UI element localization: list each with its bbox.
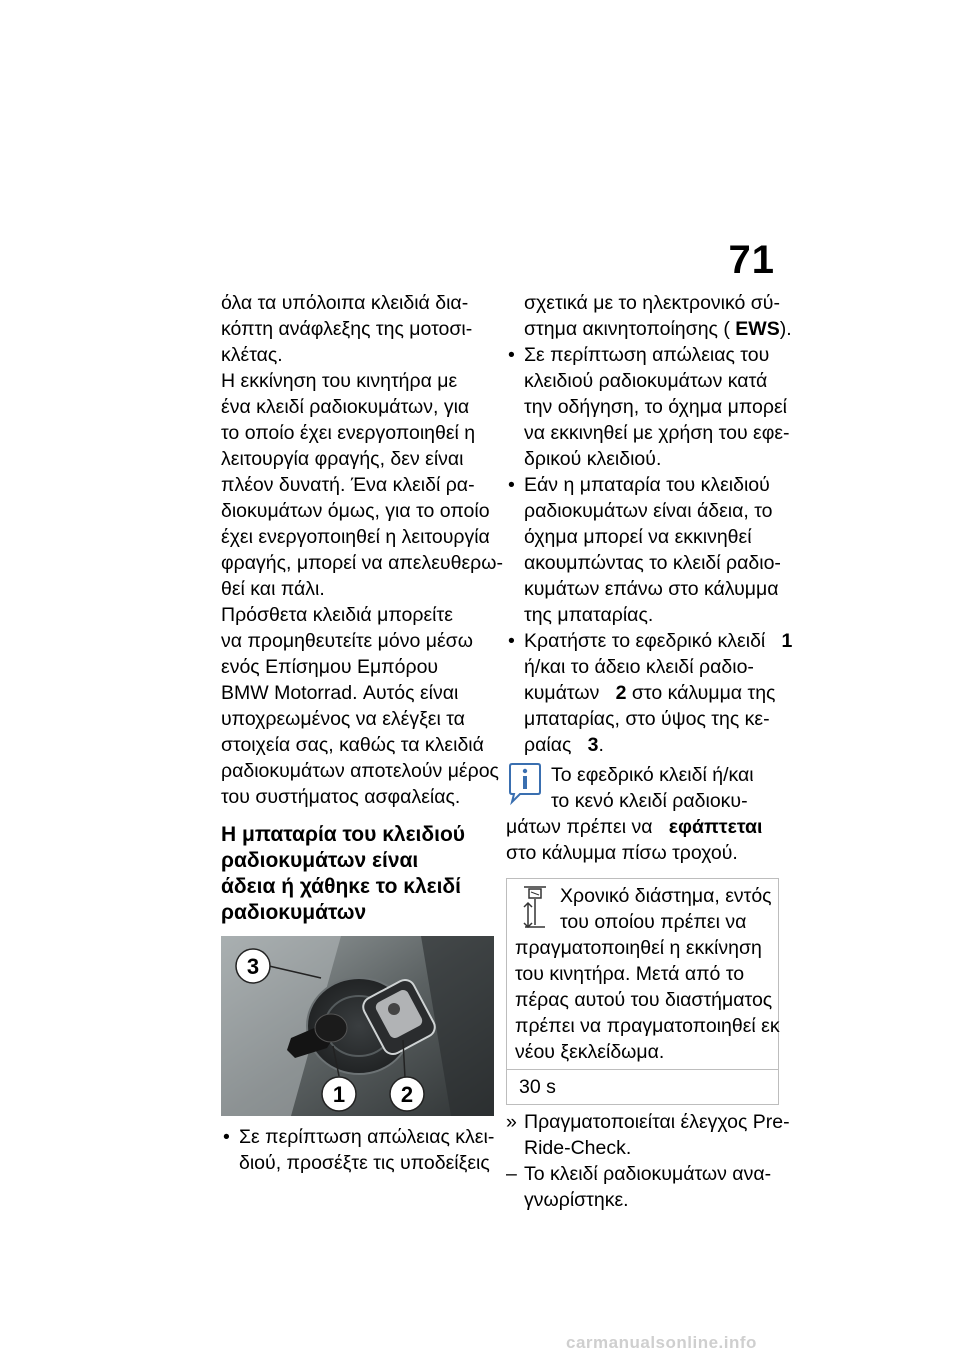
text-line: θεί και πάλι. [221, 578, 325, 600]
text-line: υποχρεωμένος να ελέγξει τα [221, 708, 465, 730]
text-line: ενός Επίσημου Εμπόρου [221, 656, 439, 678]
info-icon [506, 762, 544, 806]
bullet-lost-while-riding [506, 342, 790, 472]
text-line: κυμάτων 2 στο κάλυμμα της [524, 682, 776, 704]
text-line: Πραγματοποιείται έλεγχος Pre- [524, 1111, 790, 1133]
text-line: του οποίου πρέπει να [560, 911, 747, 933]
text-line: κλέτας. [221, 344, 283, 366]
text-line: πρέπει να πραγματοποιηθεί εκ [515, 1015, 780, 1037]
text-line: κλειδιού ραδιοκυμάτων κατά [524, 370, 768, 392]
text-line: έχει ενεργοποιηθεί η λειτουργία [221, 526, 490, 548]
svg-text:2: 2 [400, 1082, 414, 1107]
text-line: νέου ξεκλείδωμα. [515, 1041, 665, 1063]
text-line: διού, προσέξτε τις υποδείξεις [239, 1152, 490, 1174]
callout-1 [322, 1077, 356, 1111]
paragraph-engine-start [221, 368, 503, 602]
info-note [506, 762, 782, 866]
text-line: ή/και το άδειο κλειδί ραδιο- [524, 656, 754, 678]
text-line: του κινητήρα. Μετά από το [515, 963, 745, 985]
bullet-lost-key [221, 1124, 497, 1176]
text-line: ραίας 3. [524, 734, 604, 756]
text-line: Χρονικό διάστημα, εντός [560, 885, 772, 907]
text-line: ραδιοκυμάτων είναι άδεια, το [524, 500, 773, 522]
text-line: μπαταρίας, στο ύψος της κε- [524, 708, 770, 730]
text-line: πέρας αυτού του διαστήματος [515, 989, 773, 1011]
text-line: όχημα μπορεί να εκκινηθεί [524, 526, 752, 548]
callout-3 [236, 949, 270, 983]
text-line: να προμηθευτείτε μόνο μέσω [221, 630, 473, 652]
text-line: όλα τα υπόλοιπα κλειδιά δια- [221, 292, 469, 314]
text-line: μάτων πρέπει να εφάπτεται [506, 816, 763, 838]
text-line: λειτουργία φραγής, δεν είναι [221, 448, 464, 470]
heading-line: άδεια ή χάθηκε το κλειδί [221, 875, 461, 898]
text-line: το οποίο έχει ενεργοποιηθεί η [221, 422, 476, 444]
bullet-continuation [506, 290, 792, 342]
text-line: της μπαταρίας. [524, 604, 654, 626]
text-line: ένα κλειδί ραδιοκυμάτων, για [221, 396, 470, 418]
heading-line: ραδιοκυμάτων [221, 901, 367, 924]
result-marker: » [506, 1111, 517, 1133]
text-line: διοκυμάτων όμως, για το οποίο [221, 500, 490, 522]
text-line: πλέον δυνατή. Ένα κλειδί ρα- [221, 474, 475, 496]
paragraph-additional-keys [221, 602, 497, 810]
text-line: BMW Motorrad. Αυτός είναι [221, 682, 459, 704]
outcome-marker: – [506, 1163, 517, 1185]
stopwatch-icon [520, 883, 550, 933]
time-interval-value: 30 s [507, 1069, 778, 1104]
text-line: σχετικά με το ηλεκτρονικό σύ- [524, 292, 780, 314]
heading-line: Η μπαταρία του κλειδιού [221, 823, 466, 846]
key-on-battery-cover-photo [221, 936, 494, 1116]
svg-text:3: 3 [246, 954, 260, 979]
text-line: Το κλειδί ραδιοκυμάτων ανα- [524, 1163, 772, 1185]
text-line: την οδήγηση, το όχημα μπορεί [524, 396, 787, 418]
bullet-battery-empty [506, 472, 782, 628]
right-column [506, 290, 793, 1213]
ews-label: EWS [735, 318, 780, 340]
text-line: να εκκινηθεί με χρήση του εφε- [524, 422, 790, 444]
section-heading [221, 822, 497, 926]
text-line: γνωρίστηκε. [524, 1189, 629, 1211]
text-line: δρικού κλειδιού. [524, 448, 662, 470]
text-line: πραγματοποιηθεί η εκκίνηση [515, 937, 762, 959]
emphasis-text: εφάπτεται [668, 816, 763, 838]
text-line: το κενό κλειδί ραδιοκυ- [551, 790, 748, 812]
svg-text:1: 1 [332, 1082, 346, 1107]
text-line: Η εκκίνηση του κινητήρα με [221, 370, 458, 392]
text-line: • Εάν η μπαταρία του κλειδιού [524, 474, 770, 496]
callout-2 [390, 1077, 424, 1111]
text-line: του συστήματος ασφαλείας. [221, 786, 461, 808]
time-interval-description [507, 879, 778, 1069]
text-line: κόπτη ανάφλεξης της μοτοσι- [221, 318, 473, 340]
bullet-hold-key [506, 628, 793, 758]
text-line: στημα ακινητοποίησης ( EWS). [524, 318, 792, 340]
text-line: • Κρατήστε το εφεδρικό κλειδί 1 [524, 630, 793, 652]
page-number: 71 [728, 238, 775, 282]
left-column [221, 290, 503, 1176]
text-line: στο κάλυμμα πίσω τροχού. [506, 842, 738, 864]
text-line: Πρόσθετα κλειδιά μπορείτε [221, 604, 453, 626]
text-line: κυμάτων επάνω στο κάλυμμα [524, 578, 779, 600]
text-line: • Σε περίπτωση απώλειας κλει- [239, 1126, 495, 1148]
text-line: ακουμπώντας το κλειδί ραδιο- [524, 552, 781, 574]
text-line: στοιχεία σας, καθώς τα κλειδιά [221, 734, 484, 756]
time-interval-box [506, 878, 779, 1105]
text-line: • Σε περίπτωση απώλειας του [524, 344, 770, 366]
text-line: Ride-Check. [524, 1137, 632, 1159]
outcome-item [506, 1161, 782, 1213]
paragraph-keys-intro [221, 290, 497, 368]
text-line: ραδιοκυμάτων αποτελούν μέρος [221, 760, 499, 782]
heading-line: ραδιοκυμάτων είναι [221, 849, 419, 872]
text-line: Το εφεδρικό κλειδί ή/και [551, 764, 754, 786]
watermark: carmanualsonline.info [566, 1333, 757, 1352]
text-line: φραγής, μπορεί να απελευθερω- [221, 552, 503, 574]
result-item [506, 1109, 790, 1161]
